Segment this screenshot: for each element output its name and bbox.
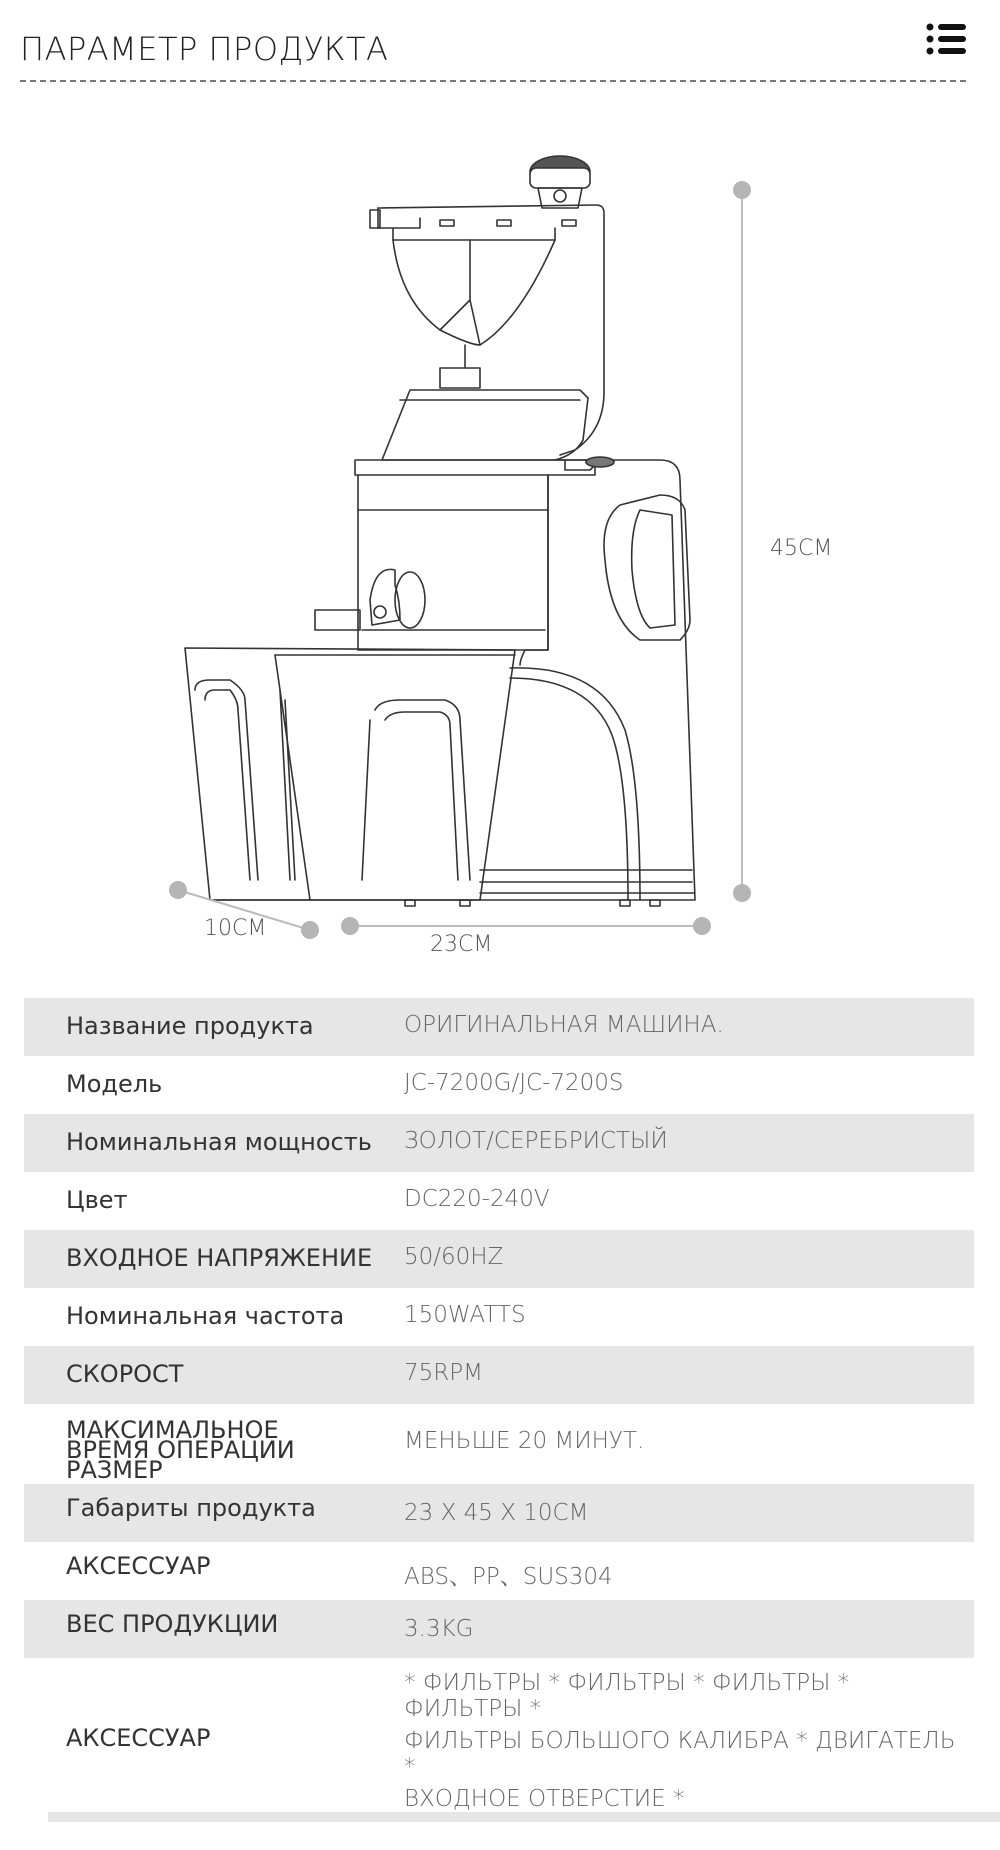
- spec-value: ЗОЛОТ/СЕРЕБРИСТЫЙ: [404, 1128, 668, 1154]
- spec-label: Габариты продукта: [66, 1494, 316, 1522]
- spec-label: Номинальная мощность: [66, 1128, 372, 1156]
- accessory-line: * ФИЛЬТРЫ * ФИЛЬТРЫ * ФИЛЬТРЫ * ФИЛЬТРЫ *: [404, 1670, 850, 1722]
- page-title: ПАРАМЕТР ПРОДУКТА: [20, 30, 389, 68]
- table-row: [24, 1600, 974, 1658]
- accessory-line: ФИЛЬТРЫ БОЛЬШОГО КАЛИБРА * ДВИГАТЕЛЬ *: [404, 1728, 956, 1780]
- spec-label: Модель: [66, 1070, 163, 1098]
- spec-label: ВЕС ПРОДУКЦИИ: [66, 1610, 279, 1638]
- table-row: [24, 1484, 974, 1542]
- spec-value: JC-7200G/JC-7200S: [404, 1070, 624, 1096]
- spec-value: DC220-240V: [404, 1186, 550, 1212]
- height-dimension: [733, 181, 751, 902]
- spec-value: 150WATTS: [404, 1302, 526, 1328]
- width-dimension: [341, 917, 711, 935]
- width-label: 23CM: [430, 932, 493, 957]
- spec-label: Цвет: [66, 1186, 128, 1214]
- spec-value: 3.3KG: [404, 1616, 474, 1642]
- accessory-line: ВХОДНОЕ ОТВЕРСТИЕ *: [404, 1786, 685, 1812]
- height-label: 45CM: [770, 536, 833, 561]
- table-row: [24, 1346, 974, 1404]
- table-row: [24, 1658, 974, 1818]
- spec-label: АКСЕССУАР: [66, 1552, 211, 1580]
- spec-label: Номинальная частота: [66, 1302, 345, 1330]
- bottom-divider: [48, 1812, 1000, 1822]
- spec-value: ABS、PP、SUS304: [404, 1564, 613, 1590]
- table-row: [24, 1288, 974, 1346]
- spec-label: МАКСИМАЛЬНОЕ ВРЕМЯ ОПЕРАЦИИ РАЗМЕР: [66, 1416, 295, 1484]
- table-row: [24, 1404, 974, 1484]
- accessory-label: АКСЕССУАР: [66, 1724, 211, 1752]
- depth-label: 10CM: [204, 916, 267, 941]
- spec-value: 75RPM: [404, 1360, 483, 1386]
- table-row: [24, 1172, 974, 1230]
- spec-value: 23 X 45 X 10CM: [404, 1500, 589, 1526]
- spec-label: ВХОДНОЕ НАПРЯЖЕНИЕ: [66, 1244, 373, 1272]
- spec-label: Название продукта: [66, 1012, 314, 1040]
- table-row: [24, 998, 974, 1056]
- spec-value: МЕНЬШЕ 20 МИНУТ.: [404, 1428, 645, 1454]
- table-row: [24, 1542, 974, 1600]
- table-row: [24, 1230, 974, 1288]
- table-row: [24, 1056, 974, 1114]
- spec-label: СКОРОСТ: [66, 1360, 184, 1388]
- spec-value: ОРИГИНАЛЬНАЯ МАШИНА.: [404, 1012, 724, 1038]
- spec-value: 50/60HZ: [404, 1244, 504, 1270]
- table-row: [24, 1114, 974, 1172]
